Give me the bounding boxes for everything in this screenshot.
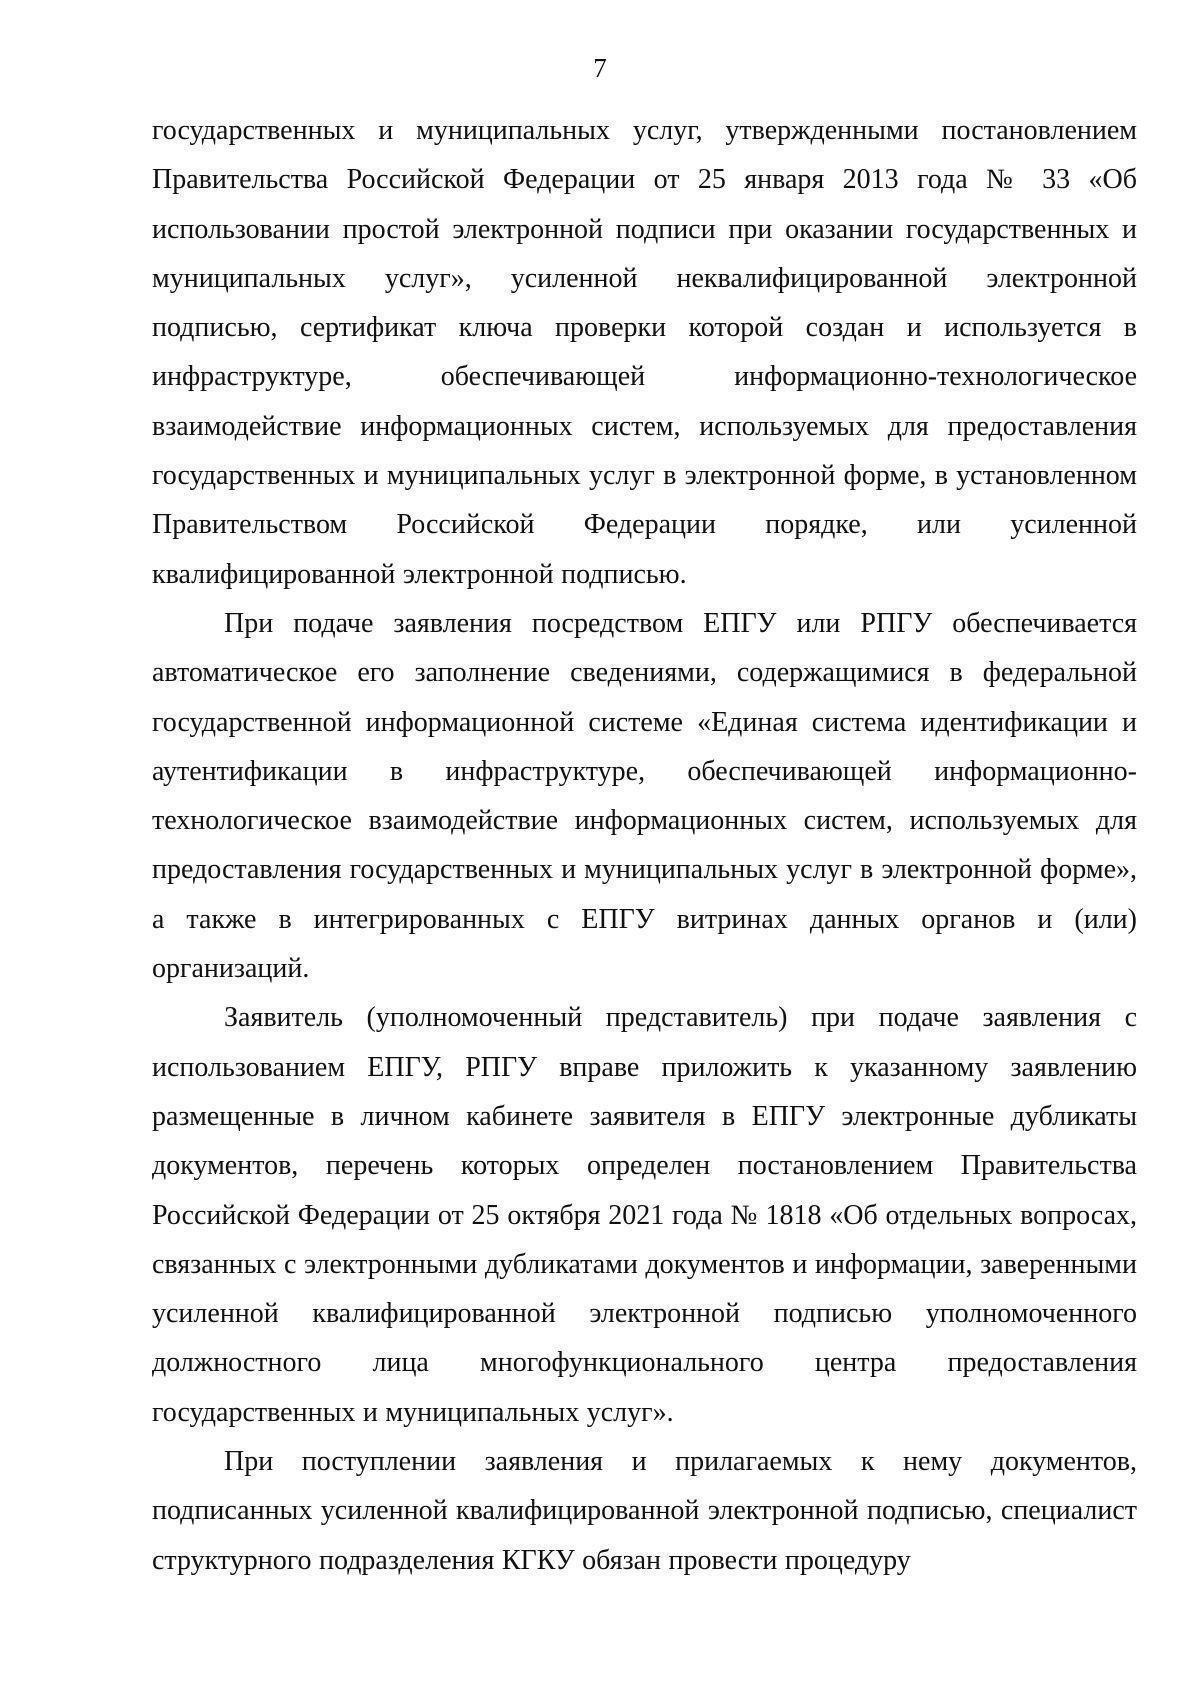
- paragraph-signature-types: государственных и муниципальных услуг, утвержденными постановлением Правительства Российской Федерации от 25 января 2013 года № 33 «Об использовании простой электронной подписи при оказании государственных и муниципальных услуг», усиленной неквалифицированной электронной подписью, сертификат ключа проверки которой создан и используется в инфраструктуре, обеспечивающей информационно-технологическое взаимодействие информационных систем, используемых для предоставления государственных и муниципальных услуг в электронной форме, в установленном Правительством Российской Федерации порядке, или усиленной квалифицированной электронной подписью.: [152, 115, 1137, 590]
- paragraph-auto-fill: При подаче заявления посредством ЕПГУ или РПГУ обеспечивается автоматическое его заполнение сведениями, содержащимися в федеральной государственной информационной системе «Единая система идентификации и аутентификации в инфраструктуре, обеспечивающей информационно-технологическое взаимодействие информационных систем, используемых для предоставления государственных и муниципальных услуг в электронной форме», а также в интегрированных с ЕПГУ витринах данных органов и (или) организаций.: [152, 607, 1137, 985]
- paragraph-electronic-duplicates: Заявитель (уполномоченный представитель) при подаче заявления с использованием ЕПГУ, РПГУ вправе приложить к указанному заявлению размещенные в личном кабинете заявителя в ЕПГУ электронные дубликаты документов, перечень которых определен постановлением Правительства Российской Федерации от 25 октября 2021 года № 1818 «Об отдельных вопросах, связанных с электронными дубликатами документов и информации, заверенными усиленной квалифицированной электронной подписью уполномоченного должностного лица многофункционального центра предоставления государственных и муниципальных услуг».: [152, 1002, 1137, 1428]
- paragraph-verification-procedure: При поступлении заявления и прилагаемых к нему документов, подписанных усиленной квалифицированной электронной подписью, специалист структурного подразделения КГКУ обязан провести процедуру: [152, 1446, 1137, 1576]
- document-body: [152, 106, 1137, 1585]
- page-number: 7: [593, 53, 607, 83]
